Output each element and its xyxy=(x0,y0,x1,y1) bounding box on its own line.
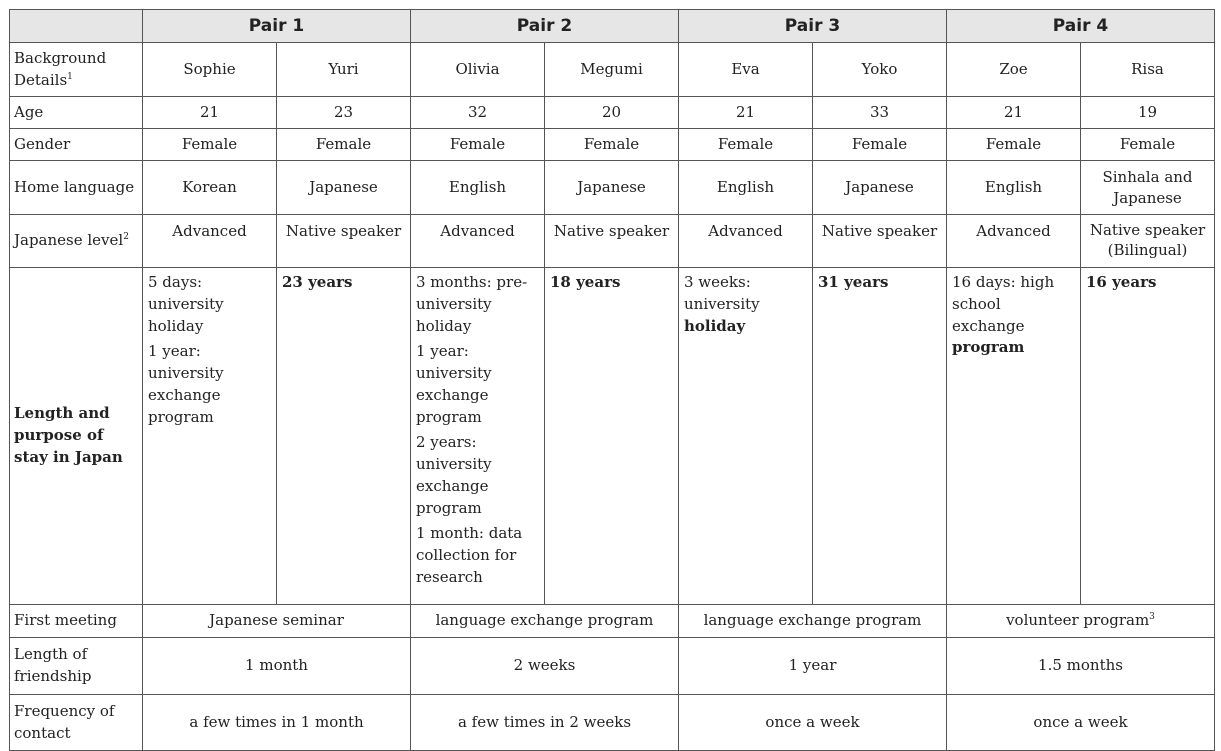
gender-cell: Female xyxy=(947,129,1081,161)
stay-segment: 1 month: data collection for research xyxy=(416,524,523,586)
stay-cell-zoe xyxy=(947,268,1081,605)
stay-row xyxy=(10,268,1215,605)
stay-segment: 1 year: university exchange program xyxy=(148,342,224,426)
row-label-background: Background Details$^1$ xyxy=(10,43,143,97)
gender-row xyxy=(10,129,1215,161)
footnote-marker: 3 xyxy=(1149,612,1155,623)
japanese-level-cell: Native speaker xyxy=(277,215,411,268)
stay-cell-yoko: 31 years xyxy=(813,268,947,605)
first-meeting-cell: Japanese seminar xyxy=(143,605,411,638)
header-blank-cell xyxy=(10,10,143,43)
pair-2-header: Pair 2 xyxy=(411,10,679,43)
stay-cell-eva xyxy=(679,268,813,605)
age-cell: 21 xyxy=(947,97,1081,129)
header-row xyxy=(10,10,1215,43)
gender-cell: Female xyxy=(411,129,545,161)
background-row xyxy=(10,43,1215,97)
japanese-level-cell: Native speaker xyxy=(545,215,679,268)
footnote-marker: 1 xyxy=(67,71,73,82)
japanese-level-cell: Advanced xyxy=(947,215,1081,268)
home-language-cell: Japanese xyxy=(545,161,679,215)
bilingual-note: (Bilingual) xyxy=(1107,240,1188,259)
frequency-row xyxy=(10,695,1215,751)
row-label-home-language: Home language xyxy=(10,161,143,215)
first-meeting-cell-pair-4: volunteer program$^3$ xyxy=(947,605,1215,638)
row-label-first-meeting: First meeting xyxy=(10,605,143,638)
frequency-cell: once a week xyxy=(679,695,947,751)
stay-cell-olivia xyxy=(411,268,545,605)
home-language-cell: English xyxy=(679,161,813,215)
stay-segment: 5 days: university holiday xyxy=(148,273,224,335)
gender-cell: Female xyxy=(545,129,679,161)
row-label-stay: Length and purpose of stay in Japan xyxy=(10,268,143,605)
stay-segment: 3 weeks: university xyxy=(684,273,760,313)
gender-cell: Female xyxy=(813,129,947,161)
first-meeting-cell: language exchange program xyxy=(679,605,947,638)
row-label-japanese-level: Japanese level$^2$ xyxy=(10,215,143,268)
age-cell: 21 xyxy=(143,97,277,129)
stay-cell-yuri: 23 years xyxy=(277,268,411,605)
name-cell: Eva xyxy=(679,43,813,97)
japanese-level-cell-risa: Native speaker (Bilingual) xyxy=(1081,215,1215,268)
pair-4-header: Pair 4 xyxy=(947,10,1215,43)
name-cell: Yuri xyxy=(277,43,411,97)
age-cell: 33 xyxy=(813,97,947,129)
name-cell: Olivia xyxy=(411,43,545,97)
row-label-age: Age xyxy=(10,97,143,129)
frequency-cell: a few times in 2 weeks xyxy=(411,695,679,751)
friendship-row xyxy=(10,638,1215,695)
frequency-cell: a few times in 1 month xyxy=(143,695,411,751)
stay-segment: 2 years: university exchange program xyxy=(416,433,492,517)
first-meeting-row xyxy=(10,605,1215,638)
japanese-level-row xyxy=(10,215,1215,268)
friendship-cell: 1 year xyxy=(679,638,947,695)
friendship-cell: 1 month xyxy=(143,638,411,695)
name-cell: Sophie xyxy=(143,43,277,97)
friendship-cell: 2 weeks xyxy=(411,638,679,695)
first-meeting-cell: language exchange program xyxy=(411,605,679,638)
age-cell: 19 xyxy=(1081,97,1215,129)
japanese-level-cell: Native speaker xyxy=(813,215,947,268)
row-label-friendship: Length of friendship xyxy=(10,638,143,695)
age-cell: 21 xyxy=(679,97,813,129)
home-language-cell: Sinhala and Japanese xyxy=(1081,161,1215,215)
friendship-cell: 1.5 months xyxy=(947,638,1215,695)
name-cell: Megumi xyxy=(545,43,679,97)
gender-cell: Female xyxy=(143,129,277,161)
frequency-cell: once a week xyxy=(947,695,1215,751)
stay-segment: 16 days: high school exchange xyxy=(952,273,1055,335)
footnote-marker: 2 xyxy=(123,232,129,243)
stay-segment: 3 months: pre-university holiday xyxy=(416,273,528,335)
gender-cell: Female xyxy=(679,129,813,161)
stay-segment-bold: holiday xyxy=(684,316,746,335)
stay-cell-megumi: 18 years xyxy=(545,268,679,605)
age-cell: 23 xyxy=(277,97,411,129)
japanese-level-cell: Advanced xyxy=(143,215,277,268)
name-cell: Zoe xyxy=(947,43,1081,97)
home-language-row xyxy=(10,161,1215,215)
name-cell: Yoko xyxy=(813,43,947,97)
gender-cell: Female xyxy=(277,129,411,161)
age-cell: 20 xyxy=(545,97,679,129)
gender-cell: Female xyxy=(1081,129,1215,161)
home-language-cell: English xyxy=(411,161,545,215)
home-language-cell: Korean xyxy=(143,161,277,215)
row-label-gender: Gender xyxy=(10,129,143,161)
age-row xyxy=(10,97,1215,129)
row-label-frequency: Frequency of contact xyxy=(10,695,143,751)
home-language-cell: Japanese xyxy=(813,161,947,215)
participant-table xyxy=(9,9,1215,751)
home-language-cell: English xyxy=(947,161,1081,215)
stay-cell-risa: 16 years xyxy=(1081,268,1215,605)
pair-3-header: Pair 3 xyxy=(679,10,947,43)
age-cell: 32 xyxy=(411,97,545,129)
home-language-cell: Japanese xyxy=(277,161,411,215)
stay-cell-sophie xyxy=(143,268,277,605)
name-cell: Risa xyxy=(1081,43,1215,97)
japanese-level-cell: Advanced xyxy=(679,215,813,268)
stay-segment: 1 year: university exchange program xyxy=(416,342,492,426)
japanese-level-cell: Advanced xyxy=(411,215,545,268)
stay-segment-bold: program xyxy=(952,338,1025,357)
pair-1-header: Pair 1 xyxy=(143,10,411,43)
